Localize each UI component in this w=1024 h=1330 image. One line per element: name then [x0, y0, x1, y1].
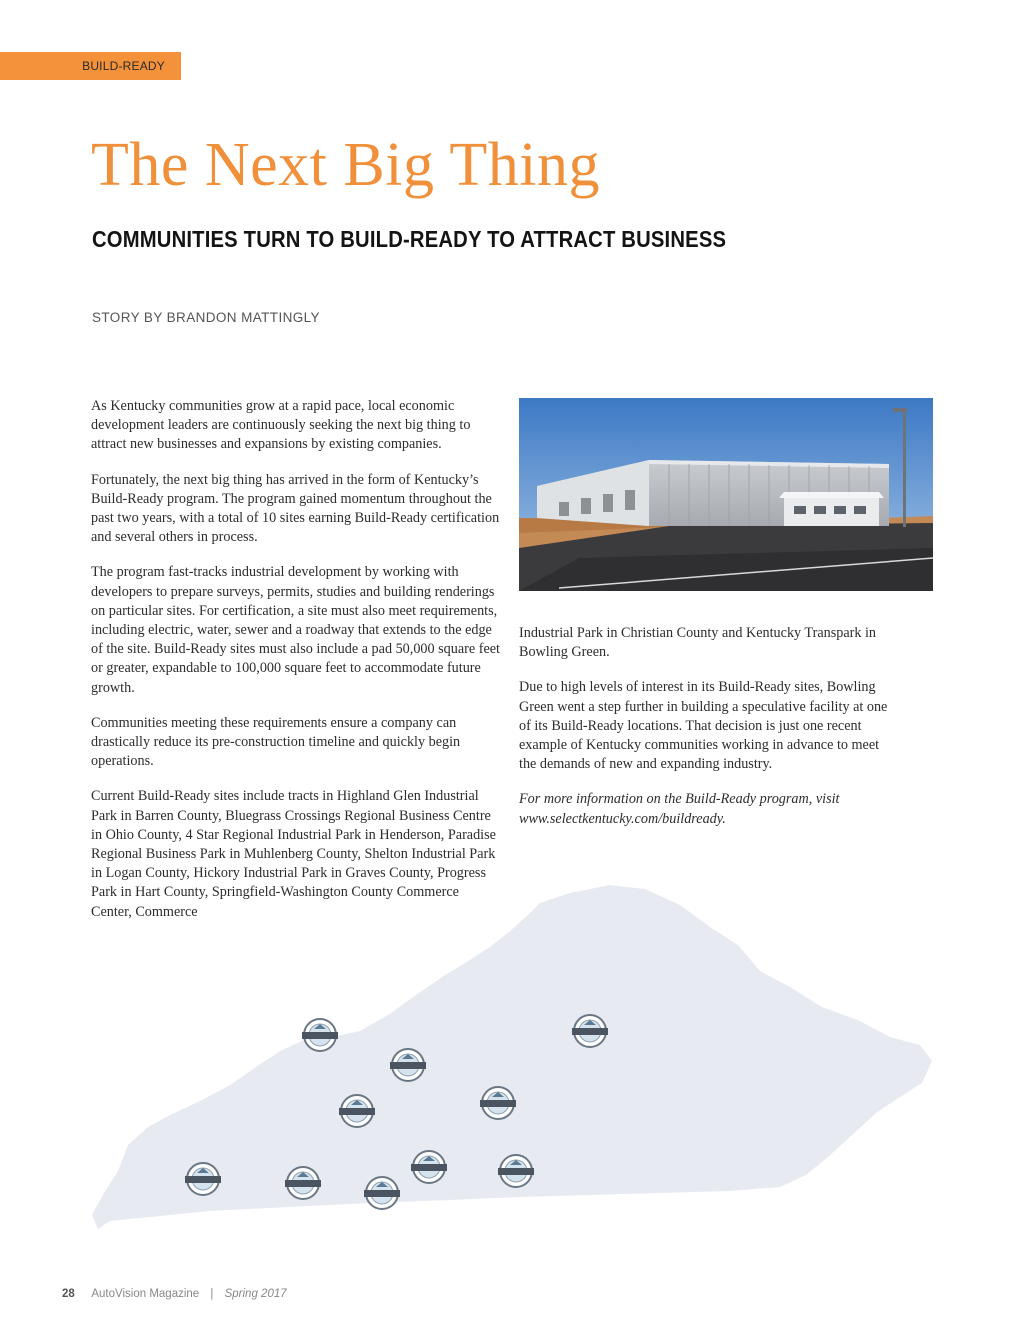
- photo-illustration: [519, 398, 933, 591]
- build-ready-seal-icon: [498, 1155, 534, 1187]
- build-ready-seal-icon: [339, 1095, 375, 1127]
- publication-name: AutoVision Magazine: [91, 1288, 200, 1300]
- build-ready-seal-icon: [185, 1163, 221, 1195]
- build-ready-seal-icon: [390, 1049, 426, 1081]
- kentucky-map: [70, 875, 990, 1235]
- build-ready-seal-icon: [302, 1019, 338, 1051]
- build-ready-seal-icon: [285, 1167, 321, 1199]
- paragraph: The program fast-tracks industrial development by working with developers to prepare surveys, permits, studies and building renderings on particular sites. For certification, a site must also meet requirements, including electric, water, sewer and a roadway that extends to the edge of the site. Build-Ready sites must also include a pad 50,000 square feet or greater, expandable to 100,000 square feet to accommodate future growth.: [91, 564, 500, 696]
- paragraph: Current Build-Ready sites include tracts in Highland Glen Industrial Park in Barren County, Bluegrass Crossings Regional Business Centre in Ohio County, 4 Star Regional Industrial Park in Henderson, Paradise Regional Business Park in Muhlenberg County, Shelton Industrial Park in Logan County, Hickory Industrial Park in Graves County, Progress Park in Hart County, Springfield-Washington County Commerce Center, Commerce: [91, 788, 496, 920]
- build-ready-seal-icon: [480, 1087, 516, 1119]
- page-footer: [62, 1288, 287, 1300]
- byline: STORY BY BRANDON MATTINGLY: [92, 310, 320, 325]
- page-number: 28: [62, 1288, 75, 1300]
- article-subhead: COMMUNITIES TURN TO BUILD-READY TO ATTRACT BUSINESS: [92, 226, 727, 252]
- section-tag: BUILD-READY: [0, 52, 181, 80]
- info-note: For more information on the Build-Ready program, visit www.selectkentucky.com/buildready.: [519, 791, 840, 827]
- build-ready-seal-icon: [364, 1177, 400, 1209]
- issue-date: Spring 2017: [224, 1288, 287, 1300]
- paragraph: Industrial Park in Christian County and Kentucky Transpark in Bowling Green.: [519, 625, 877, 661]
- kentucky-map-illustration: [70, 875, 990, 1235]
- build-ready-seal-icon: [411, 1151, 447, 1183]
- industrial-building-photo: [519, 398, 933, 591]
- left-column: [91, 397, 503, 938]
- paragraph: Fortunately, the next big thing has arrived in the form of Kentucky’s Build-Ready program. The program gained momentum throughout the past two years, with a total of 10 sites earning Build-Ready certification and several others in process.: [91, 471, 500, 546]
- paragraph: Due to high levels of interest in its Build-Ready sites, Bowling Green went a step further in building a speculative facility at one of its Build-Ready locations. That decision is just one recent example of Kentucky communities working in advance to meet the demands of new and expanding industry.: [519, 679, 888, 773]
- paragraph: As Kentucky communities grow at a rapid pace, local economic development leaders are continuously seeking the next big thing to attract new businesses and expansions by existing companies.: [91, 398, 471, 453]
- right-column: [519, 624, 889, 845]
- paragraph: Communities meeting these requirements ensure a company can drastically reduce its pre-construction timeline and quickly begin operations.: [91, 714, 461, 770]
- footer-separator: |: [210, 1288, 214, 1300]
- build-ready-seal-icon: [572, 1015, 608, 1047]
- article-headline: The Next Big Thing: [91, 131, 600, 199]
